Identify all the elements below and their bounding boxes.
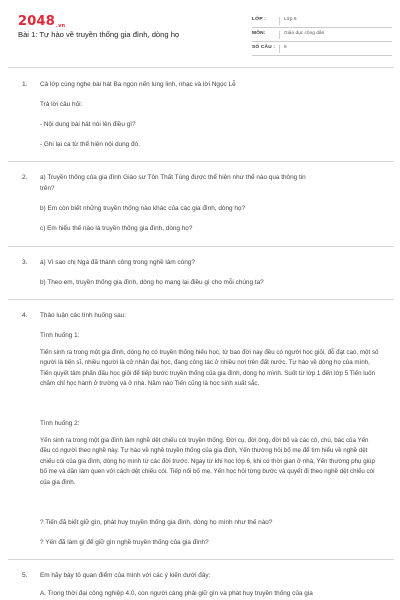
document-title: Bài 1: Tự hào về truyền thống gia đình, dòng họ xyxy=(18,30,180,39)
meta-row-subject xyxy=(252,28,392,42)
question-item: - Nội dung bài hát nói lên điều gì? xyxy=(40,121,136,128)
question-text: ? Yến đã làm gì để giữ gìn nghề truyền thống của gia đình? xyxy=(40,539,209,546)
question-text: a) Vì sao chị Nga đã thành công trong nghề làm cóng? xyxy=(40,259,195,266)
question-item: - Ghi lại ca từ thể hiện nội dung đó. xyxy=(40,141,140,148)
question-text: A. Trong thời đại công nghiệp 4.0, con người càng phải giữ gìn và phát huy truyền thống của gia xyxy=(40,590,313,597)
question-text: trên? xyxy=(40,185,55,192)
meta-value: Lớp 6 xyxy=(284,17,297,22)
question-text: b) Theo em, truyền thống gia đình, dòng họ mang lại điều gì cho mỗi chúng ta? xyxy=(40,279,264,286)
meta-key: LỚP : xyxy=(252,17,267,22)
logo-suffix: .vn xyxy=(55,23,66,29)
divider xyxy=(8,67,394,68)
logo-main: 2048 xyxy=(18,14,55,29)
meta-key: SỐ CÂU : xyxy=(252,45,276,50)
question-text: Em hãy bày tỏ quan điểm của mình với các ý kiến dưới đây: xyxy=(40,572,211,579)
question-text: b) Em còn biết những truyền thống nào khác của các gia đình, dòng họ? xyxy=(40,205,246,212)
divider xyxy=(8,246,394,247)
question-number: 1. xyxy=(22,81,28,88)
document-meta xyxy=(252,14,392,56)
meta-value: Giáo dục công dân xyxy=(284,31,325,36)
meta-key: MÔN: xyxy=(252,31,266,36)
meta-separator xyxy=(279,45,280,53)
question-text: a) Truyền thống của gia đình Giáo sư Tôn Thất Tùng được thể hiện như thế nào qua thông tin xyxy=(40,174,306,181)
divider xyxy=(8,299,394,300)
question-prompt: Trả lời câu hỏi: xyxy=(40,101,83,108)
situation-text: Tiến sinh ra trong một gia đình, dòng họ có truyền thống hiếu học, từ bao đời nay đều có người học giỏi, đỗ đạt cao, một số người là tiến sĩ, nhiều người là cử nhân đại học, đang công tác ở nhiều nơi trên đất nước. Tự hào về dòng họ của mình, Tiến quyết tâm phấn đấu học giỏi để tiếp bước truyền thống của gia đình, dòng họ mình. Suốt từ lớp 1 đến lớp 5 Tiến luôn chăm chỉ học hành ở trường và ở nhà. Năm nào Tiến cũng là học sinh xuất sắc. xyxy=(40,349,379,388)
page-header xyxy=(0,0,400,62)
question-number: 4. xyxy=(22,312,28,319)
situation-text: Yến sinh ra trong một gia đình làm nghề dệt chiếu cói truyền thống. Đời cụ, đời ông, đời bố và các cô, chú, bác của Yến đều có người theo nghề này. Tự hào về nghề truyền thống của gia đình, Yến thường hỏi bố mẹ để tìm hiểu về nghề dệt chiếu cói của gia đình, dòng họ mình từ các đời trước. Ngay từ khi học lớp 6, khi có thời gian ở nhà, Yến thường phụ giúp bố mẹ và dần làm quen với cách dệt chiếu cói. Tiếp nối bố mẹ, Yến học hỏi từng bước và quyết đi theo nghề dệt chiếu cói của gia đình. xyxy=(40,437,375,486)
situation-title: Tình huống 2: xyxy=(40,420,80,427)
question-number: 5. xyxy=(22,572,28,579)
question-text: Thảo luận các tình huống sau: xyxy=(40,312,126,319)
question-text: c) Em hiểu thế nào là truyền thống gia đình, dòng họ? xyxy=(40,225,193,232)
site-logo[interactable] xyxy=(18,14,65,29)
divider xyxy=(8,559,394,560)
divider xyxy=(8,161,394,162)
meta-value: 9 xyxy=(284,45,287,50)
question-text: Cả lớp cùng nghe bài hát Ba ngọn nến lung linh, nhạc và lời Ngọc Lễ xyxy=(40,81,236,88)
situation-title: Tình huống 1: xyxy=(40,332,80,339)
meta-row-grade xyxy=(252,14,392,28)
question-number: 3. xyxy=(22,259,28,266)
meta-row-count xyxy=(252,42,392,56)
question-number: 2. xyxy=(22,174,28,181)
question-text: ? Tiến đã biết giữ gìn, phát huy truyền thống gia đình, dòng họ mình như thế nào? xyxy=(40,519,273,526)
meta-separator xyxy=(279,31,280,39)
meta-separator xyxy=(279,17,280,25)
